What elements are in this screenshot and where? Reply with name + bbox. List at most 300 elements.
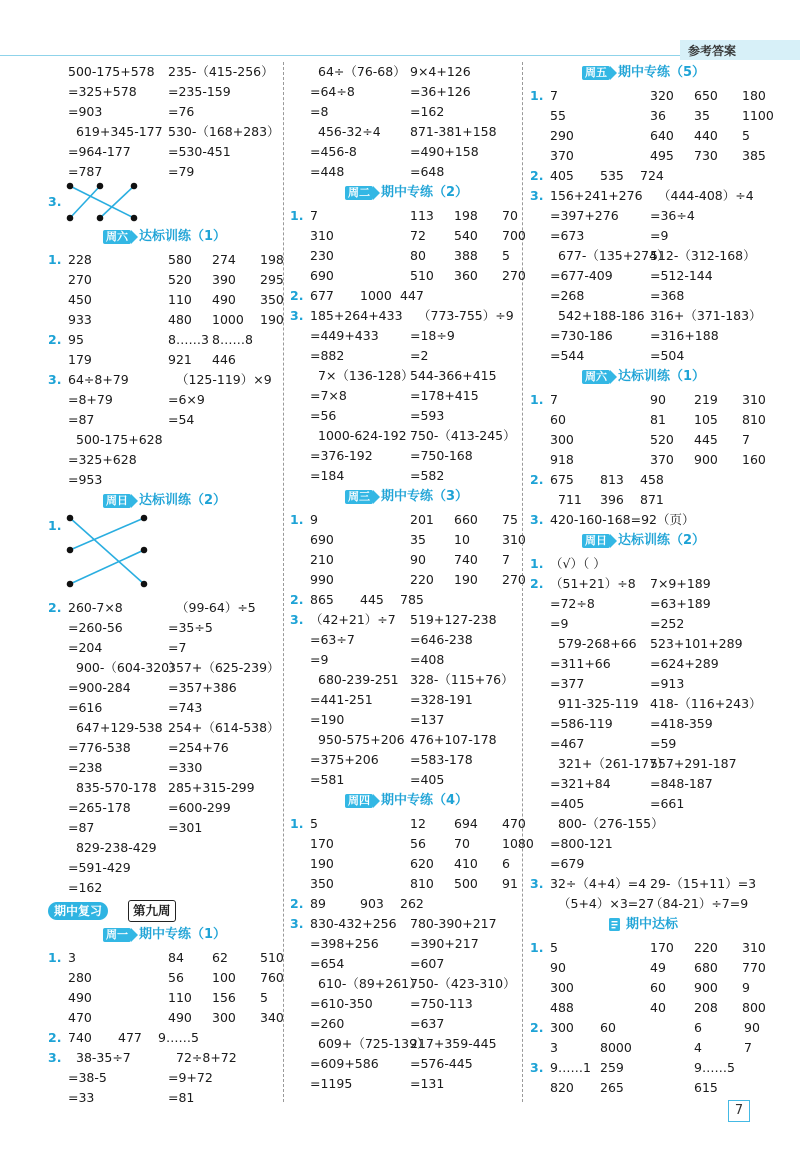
answer-line [530,894,770,914]
answer-text: 270 [502,572,526,587]
answer-text: =87 [68,820,95,835]
answer-text: 580 [168,252,192,267]
answer-text: =677-409 [550,268,613,283]
answer-text: =8 [310,104,329,119]
answer-text: =63÷7 [310,632,355,647]
answer-line [290,610,520,630]
answer-line [530,734,770,754]
answer-line [290,814,526,834]
answer-text: 254+（614-538） [168,720,280,735]
item-number: 3. [48,372,62,387]
answer-text: 396 [600,492,624,507]
answer-line [530,854,770,874]
answer-text: 84 [168,950,184,965]
answer-text: 190 [454,572,478,587]
answer-text: 480 [168,312,192,327]
day-badge: 周三 [345,490,373,504]
answer-line [290,550,520,570]
answer-text: =581 [310,772,345,787]
answer-text: =357+386 [168,680,237,695]
answer-text: =301 [168,820,203,835]
answer-line [290,406,520,426]
answer-text: 7 [502,552,510,567]
answer-line [48,838,278,858]
answer-text: 813 [600,472,624,487]
answer-text: 235-（415-256） [168,64,274,79]
matching-dot [97,215,104,222]
answer-text: 523+101+289 [650,636,743,651]
answer-line [48,858,278,878]
answer-text: 295 [260,272,284,287]
answer-text: 350 [310,876,334,891]
document-icon-line [612,927,616,928]
matching-dot [67,581,74,588]
day-badge: 周六 [103,230,131,244]
section-title: 达标训练（2） [139,493,227,508]
answer-line [530,186,770,206]
answer-text: =591-429 [68,860,131,875]
answer-line [530,106,774,126]
item-number: 1. [48,252,62,267]
answer-text: 950-575+206 [318,732,405,747]
answer-line [48,1048,278,1068]
answer-text: 476+107-178 [410,732,497,747]
item-number: 3. [530,188,544,203]
answer-text: 70 [454,836,470,851]
answer-line [48,102,278,122]
answer-line [48,470,278,490]
answer-line [530,754,770,774]
answer-line [48,1008,284,1028]
answer-line [290,1014,520,1034]
answer-text: 440 [694,128,718,143]
answer-line [48,450,278,470]
answer-text: 520 [168,272,192,287]
answer-text: 80 [410,248,426,263]
matching-dot [97,183,104,190]
answer-text: 490 [68,990,92,1005]
section-title: 期中专练（1） [139,927,227,942]
review-section-banner [48,898,278,924]
answer-text: 800-（276-155） [558,816,664,831]
answer-text: =441-251 [310,692,373,707]
answer-text: =1195 [310,1076,353,1091]
answer-line [48,658,278,678]
answer-text: =448 [310,164,345,179]
item-number: 3. [48,194,62,209]
answer-line [48,142,278,162]
answer-text: （√）（ ） [550,556,606,571]
section-heading [290,182,520,206]
answer-line [48,410,278,430]
answer-text: =252 [650,616,685,631]
answer-text: 6 [502,856,510,871]
day-badge: 周日 [103,494,131,508]
section-title: 期中专练（3） [381,489,469,504]
answer-text: 340 [260,1010,284,1025]
answer-text: =405 [410,772,445,787]
answer-text: =2 [410,348,429,363]
answer-text: =504 [650,348,685,363]
answer-text: 5 [260,990,268,1005]
answer-text: 810 [742,412,766,427]
answer-text: =325+578 [68,84,137,99]
answer-line [48,598,278,618]
document-icon [608,917,622,933]
answer-text: =913 [650,676,685,691]
answer-line [530,346,770,366]
item-number: 2. [530,168,544,183]
answer-text: =375+206 [310,752,379,767]
answer-text: 5 [310,816,318,831]
answer-text: 724 [640,168,664,183]
answer-line [530,1058,770,1078]
item-number: 2. [290,288,304,303]
answer-line [290,894,520,914]
answer-text: 8000 [600,1040,632,1055]
answer-text: 350 [260,292,284,307]
answer-text: 871-381+158 [410,124,497,139]
answer-text: 40 [650,1000,666,1015]
answer-line [48,370,278,390]
answer-line [48,122,278,142]
answer-text: =637 [410,1016,445,1031]
answer-text: 156+241+276 [550,188,643,203]
answer-text: 450 [68,292,92,307]
item-number: 1. [290,512,304,527]
answer-text: =325+628 [68,452,137,467]
answer-line [530,410,770,430]
answer-text: 620 [410,856,434,871]
answer-text: =238 [68,760,103,775]
answer-text: 190 [310,856,334,871]
answer-text: =449+433 [310,328,379,343]
answer-text: 29-（15+11）=3 [650,876,757,891]
answer-line [290,326,520,346]
answer-text: =593 [410,408,445,423]
answer-text: 285+315-299 [168,780,255,795]
answer-text: =59 [650,736,677,751]
answer-text: 619+345-177 [76,124,163,139]
answer-text: =9 [650,228,669,243]
answer-text: 201 [410,512,434,527]
answer-line [290,974,520,994]
answer-text: 390 [212,272,236,287]
item-number: 2. [48,332,62,347]
answer-text: =35÷5 [168,620,213,635]
answer-line [290,954,520,974]
answer-line [530,674,770,694]
answer-text: 110 [168,990,192,1005]
answer-text: 700 [502,228,526,243]
answer-text: 490 [212,292,236,307]
item-number: 2. [48,600,62,615]
answer-text: 300 [550,980,574,995]
answer-text: =616 [68,700,103,715]
answer-text: 360 [454,268,478,283]
answer-text: 911-325-119 [558,696,639,711]
answer-text: 208 [694,1000,718,1015]
answer-text: =376-192 [310,448,373,463]
answer-text: 690 [310,532,334,547]
answer-text: 300 [550,432,574,447]
answer-text: 105 [694,412,718,427]
answer-text: 420-160-168=92（页） [550,512,695,527]
answer-line [530,958,770,978]
answer-text: 180 [742,88,766,103]
answer-text: 445 [360,592,384,607]
answer-line [290,874,520,894]
answer-line [290,102,520,122]
answer-line [290,306,520,326]
section-title: 达标训练（1） [139,229,227,244]
answer-text: 388 [454,248,478,263]
answer-text: 990 [310,572,334,587]
answer-text: =408 [410,652,445,667]
answer-text: 310 [502,532,526,547]
answer-text: 90 [550,960,566,975]
answer-text: 310 [742,940,766,955]
answer-line [530,126,770,146]
matching-dot [67,515,74,522]
answer-text: （99-64）÷5 [176,600,256,615]
answer-line [530,614,770,634]
answer-line [530,874,770,894]
section-heading [48,226,278,250]
answer-text: =38-5 [68,1070,107,1085]
answer-text: =848-187 [650,776,713,791]
answer-text: 694 [454,816,478,831]
answer-text: =36÷4 [650,208,695,223]
answer-text: 81 [650,412,666,427]
day-badge: 周日 [582,534,610,548]
section-heading [290,486,520,510]
item-number: 2. [530,472,544,487]
answer-text: =328-191 [410,692,473,707]
answer-line [48,968,284,988]
answer-text: =679 [550,856,585,871]
answer-text: （125-119）×9 [176,372,272,387]
answer-text: =137 [410,712,445,727]
answer-text: 320 [650,88,674,103]
answer-text: （773-755）÷9 [418,308,514,323]
answer-line [290,206,520,226]
header-title: 参考答案 [688,44,737,58]
answer-text: =390+217 [410,936,479,951]
section-heading [530,530,770,554]
answer-line [530,510,770,530]
matching-lines [62,182,182,226]
matching-line [70,550,144,584]
item-number: 3. [290,612,304,627]
answer-line [48,758,278,778]
answer-text: 110 [168,292,192,307]
answer-text: 810 [410,876,434,891]
answer-text: =87 [68,412,95,427]
answer-text: 5 [502,248,510,263]
answer-text: 56 [410,836,426,851]
matching-answer [48,182,278,226]
answer-text: 750-（423-310） [410,976,516,991]
answer-line [530,306,770,326]
answer-text: 220 [410,572,434,587]
section-title: 达标训练（2） [618,533,706,548]
answer-line [530,774,770,794]
answer-line [48,618,278,638]
answer-text: 60 [550,412,566,427]
day-badge: 周四 [345,794,373,808]
answer-text: 370 [650,452,674,467]
answer-text: 512-（312-168） [650,248,756,263]
answer-text: =9 [310,652,329,667]
answer-text: =544 [550,348,585,363]
answer-text: 3 [550,1040,558,1055]
section-title: 达标训练（1） [618,369,706,384]
matching-line [70,518,144,584]
answer-line [290,1034,520,1054]
answer-line [48,718,278,738]
answer-line [48,638,278,658]
item-number: 2. [530,576,544,591]
answer-text: =6×9 [168,392,205,407]
answer-text: 91 [502,876,518,891]
answer-text: =456-8 [310,144,357,159]
section-heading [290,790,520,814]
answer-text: 90 [744,1020,760,1035]
answer-text: =162 [410,104,445,119]
answer-text: 3 [68,950,76,965]
answer-line [48,878,278,898]
answer-text: 64÷（76-68） [318,64,406,79]
section-title: 期中专练（4） [381,793,469,808]
answer-text: 6 [694,1020,702,1035]
item-number: 2. [48,1030,62,1045]
item-number: 1. [530,88,544,103]
answer-text: 519+127-238 [410,612,497,627]
answer-line [530,390,770,410]
item-number: 3. [530,1060,544,1075]
answer-text: 230 [310,248,334,263]
answer-text: =661 [650,796,685,811]
item-number: 1. [48,950,62,965]
answer-text: 90 [650,392,666,407]
answer-text: =178+415 [410,388,479,403]
answer-line [290,670,520,690]
answer-text: 615 [694,1080,718,1095]
answer-text: （42+21）÷7 [310,612,396,627]
answer-text: =33 [68,1090,95,1105]
item-number: 3. [290,916,304,931]
answer-line [530,1078,770,1098]
answer-text: 933 [68,312,92,327]
answer-text: 7 [550,392,558,407]
answer-text: 64÷8+79 [68,372,129,387]
answer-text: 9……1 [550,1060,591,1075]
answer-text: 410 [454,856,478,871]
answer-text: 7 [310,208,318,223]
answer-text: 179 [68,352,92,367]
answer-line [530,226,770,246]
answer-line [530,594,770,614]
answer-text: 740 [68,1030,92,1045]
answer-line [290,466,520,486]
answer-text: 300 [212,1010,236,1025]
answer-text: 900 [694,980,718,995]
answer-text: 36 [650,108,666,123]
answer-text: 730 [694,148,718,163]
answer-text: 100 [212,970,236,985]
answer-text: 72 [410,228,426,243]
section-heading [48,924,278,948]
answer-line [290,1054,520,1074]
day-badge: 周二 [345,186,373,200]
answer-text: 310 [742,392,766,407]
answer-text: =750-113 [410,996,473,1011]
answer-line [290,750,520,770]
answer-text: 540 [454,228,478,243]
answer-text: 220 [694,940,718,955]
matching-dot [67,215,74,222]
answer-line [290,346,520,366]
answer-text: =654 [310,956,345,971]
answer-text: 750-（413-245） [410,428,516,443]
answer-line [530,794,770,814]
answer-text: =268 [550,288,585,303]
answer-text: =730-186 [550,328,613,343]
answer-text: =467 [550,736,585,751]
answer-text: 270 [502,268,526,283]
answer-text: =72÷8 [550,596,595,611]
answer-line [290,690,520,710]
answer-text: 219 [694,392,718,407]
answer-text: =81 [168,1090,195,1105]
answer-text: 680-239-251 [318,672,399,687]
answer-text: 35 [410,532,426,547]
answer-text: =190 [310,712,345,727]
answer-text: 228 [68,252,92,267]
item-number: 1. [48,518,62,533]
answer-line [290,246,520,266]
answer-line [290,934,520,954]
answer-text: 780-390+217 [410,916,497,931]
answer-line [530,714,770,734]
answer-text: =673 [550,228,585,243]
answer-text: =330 [168,760,203,775]
answer-text: =583-178 [410,752,473,767]
section-heading [530,366,770,390]
answer-text: （51+21）÷8 [550,576,636,591]
answer-text: =316+188 [650,328,719,343]
answer-line [530,978,770,998]
item-number: 3. [48,1050,62,1065]
answer-text: 190 [260,312,284,327]
answer-text: 500-175+578 [68,64,155,79]
answer-text: =530-451 [168,144,231,159]
answer-text: 921 [168,352,192,367]
answer-line [530,998,770,1018]
answer-text: 446 [212,352,236,367]
answer-text: =254+76 [168,740,229,755]
answer-text: 445 [694,432,718,447]
answer-text: 7×9+189 [650,576,711,591]
answer-line [530,246,770,266]
answer-line [290,1074,520,1094]
answer-text: =18÷9 [410,328,455,343]
answer-text: 156 [212,990,236,1005]
answer-line [530,814,770,834]
answer-text: 185+264+433 [310,308,403,323]
answer-text: 9……5 [158,1030,199,1045]
